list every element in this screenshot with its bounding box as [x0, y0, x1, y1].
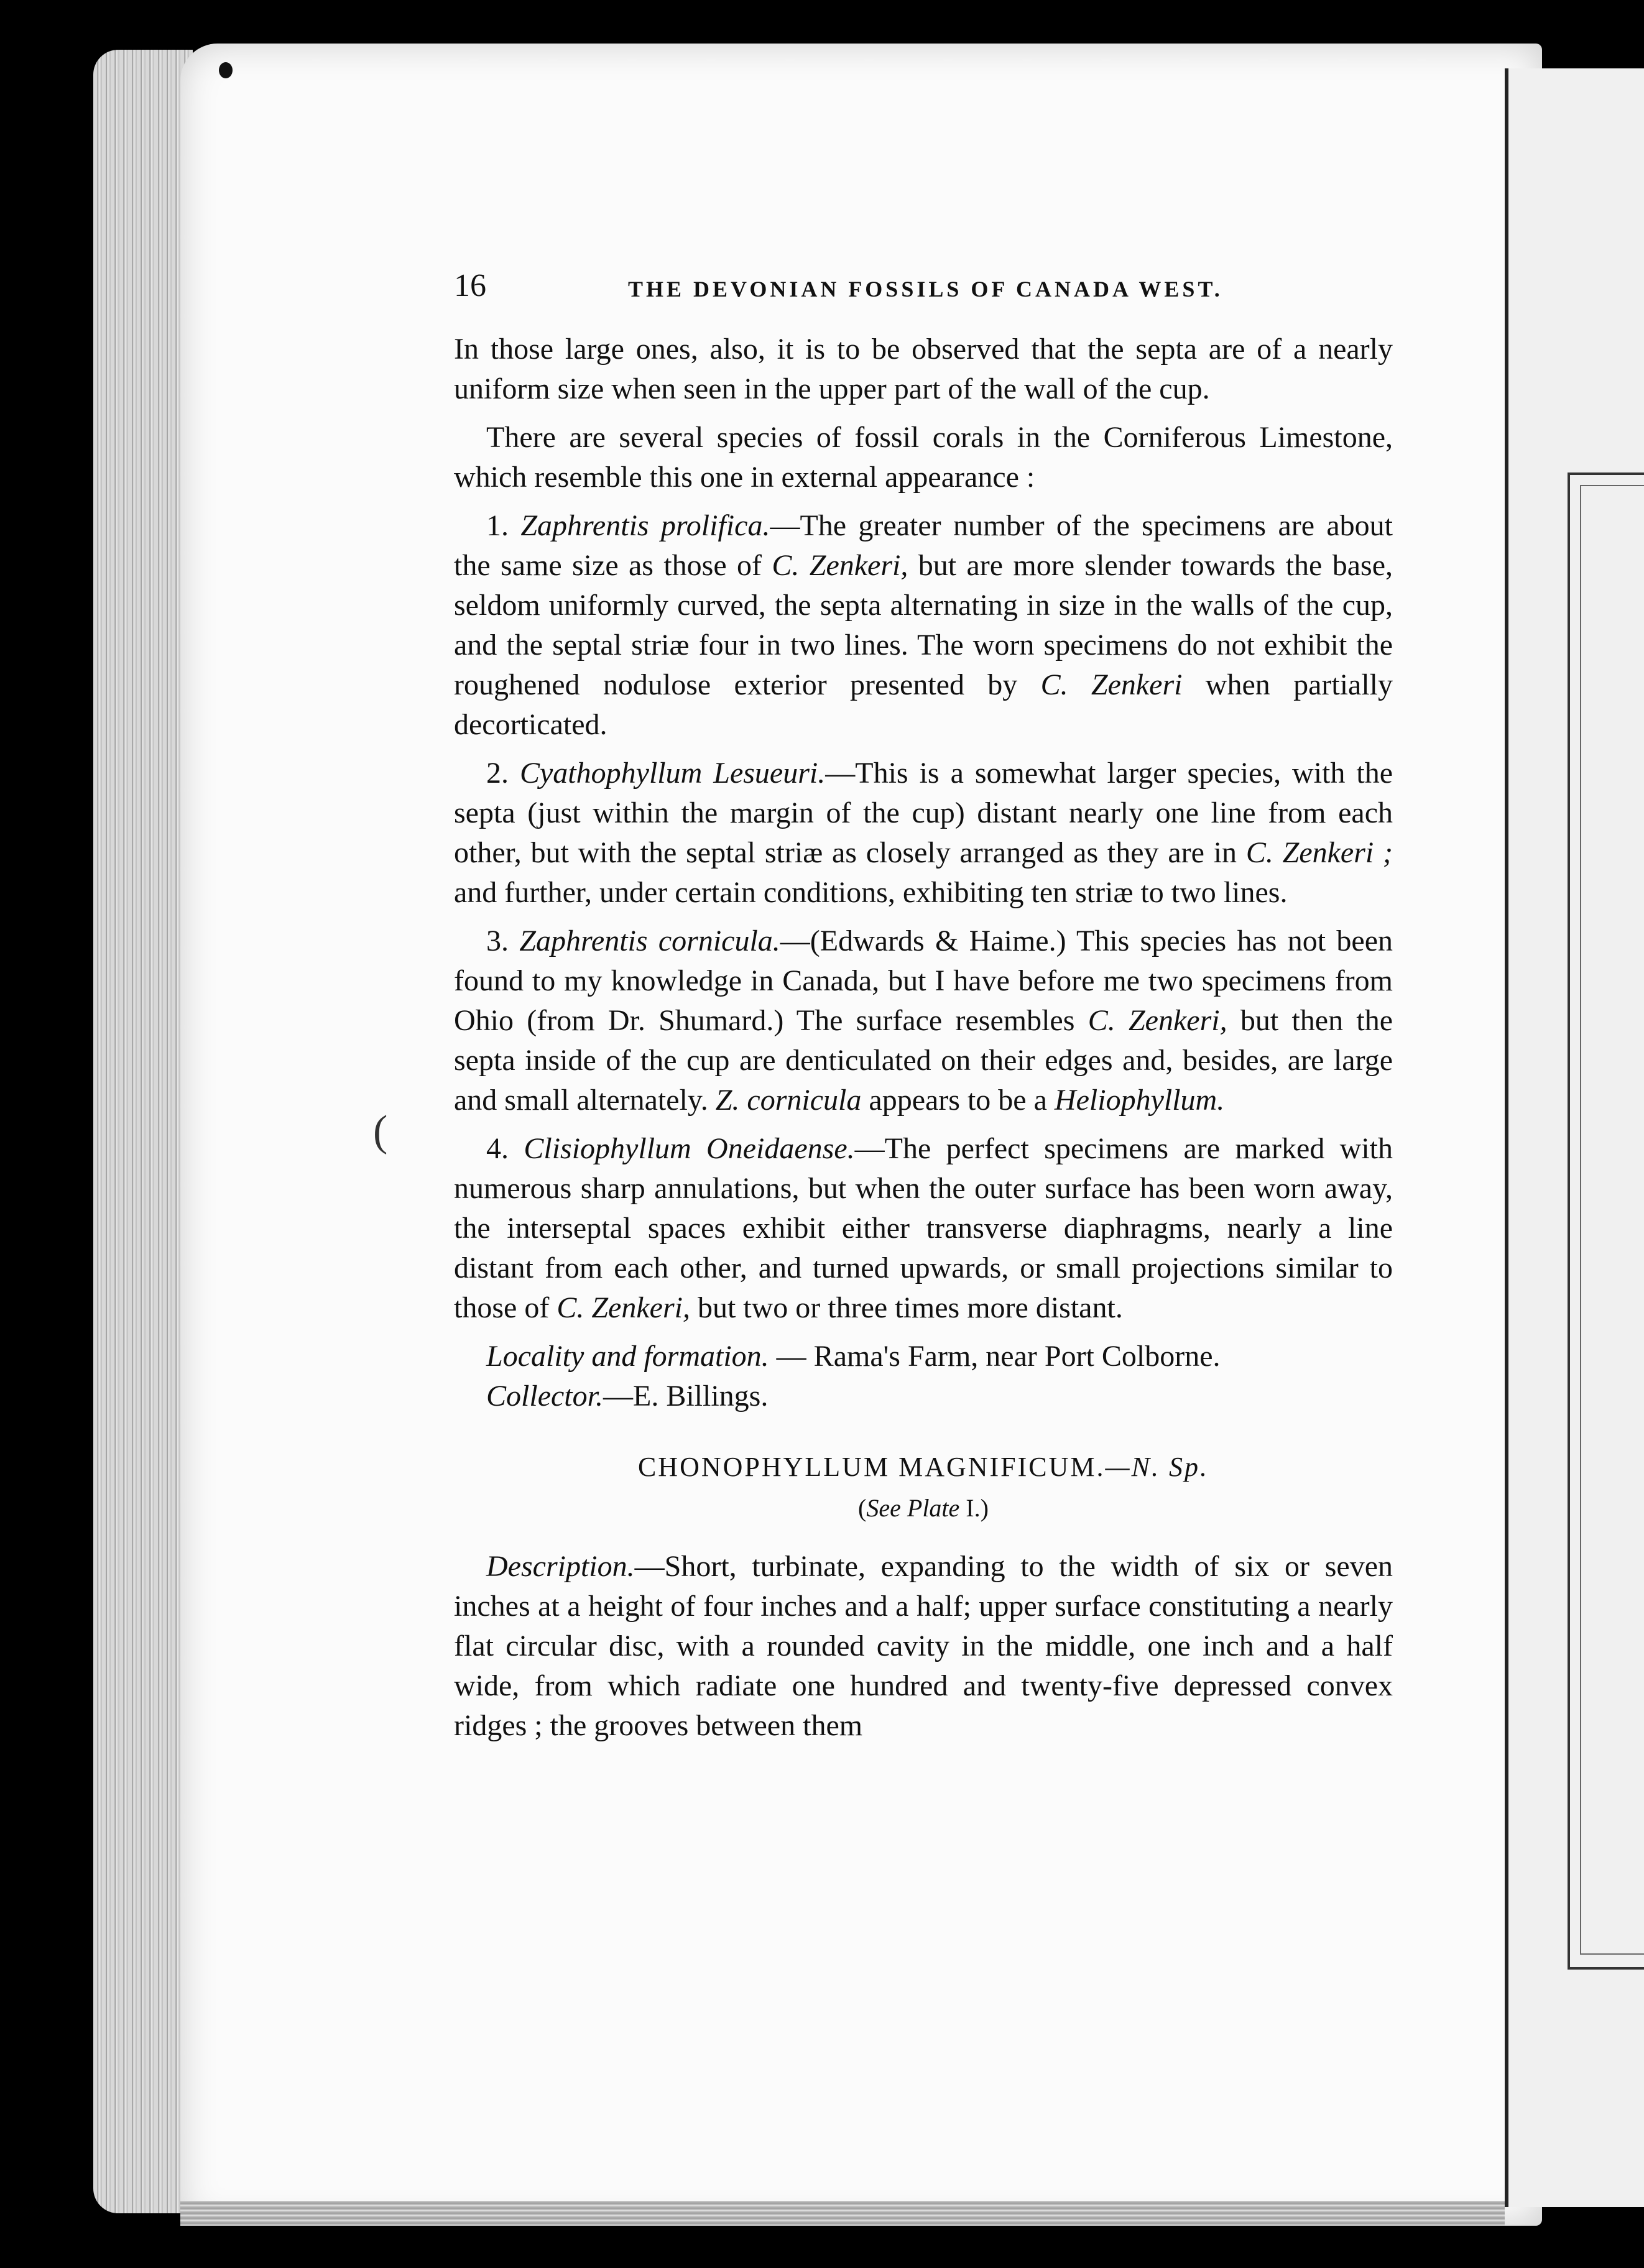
page-header — [454, 267, 1225, 311]
locality-text: — Rama's Farm, near Port Colborne. — [769, 1340, 1221, 1373]
paragraph-2-text: There are several species of fossil corals in the Corniferous Limestone, which resemble this one in external appearance : — [454, 421, 1393, 494]
plate-reference — [454, 1488, 1393, 1528]
plate-reference-open: ( — [858, 1494, 867, 1522]
item-4-text-2: but two or three times more distant. — [690, 1291, 1123, 1324]
collector-line — [454, 1376, 1393, 1416]
collector-label: Collector. — [486, 1380, 603, 1413]
item-3-text: —(Edwards & Haime.) This species has not been found to my knowledge in Canada, but I have before me two specimens from Ohio (from Dr. Shumard.) The surface resembles — [454, 924, 1393, 1037]
margin-mark: ( — [373, 1107, 388, 1155]
description-text: —Short, turbinate, expanding to the width of six or seven inches at a height of four inches and a half; upper surface constituting a nearly flat circular disc, with a rounded cavity in the middle, one inch and a half wide, from which radiate one hundred and twenty-five depressed convex ridges ; the grooves between them — [454, 1550, 1393, 1742]
item-4-ref: C. Zenkeri, — [556, 1291, 690, 1324]
species-item-1 — [454, 506, 1393, 745]
plate-reference-italic: See Plate — [866, 1494, 960, 1522]
item-1-ref-1: C. Zenkeri, — [772, 549, 908, 582]
item-2-text: —This is a somewhat larger species, with the septa (just within the margin of the cup) distant nearly one line from each other, but with the septal striæ as closely arranged as they are in — [454, 757, 1393, 869]
description-label: Description. — [486, 1550, 635, 1583]
item-2-ref: C. Zenkeri ; — [1245, 836, 1393, 869]
species-item-3 — [454, 921, 1393, 1120]
item-1-number: 1. — [486, 509, 509, 542]
section-title-text: CHONOPHYLLUM MAGNIFICUM. — [637, 1452, 1106, 1482]
item-3-ref-3: Heliophyllum. — [1054, 1084, 1225, 1117]
section-title-suffix: —N. Sp. — [1105, 1452, 1209, 1482]
species-item-4 — [454, 1129, 1393, 1328]
page-stack-edge — [93, 50, 193, 2213]
collector-text: —E. Billings. — [603, 1380, 769, 1413]
item-3-ref-2: Z. cornicula — [715, 1084, 862, 1117]
item-2-species-name: Cyathophyllum Lesueuri. — [519, 757, 826, 790]
plate-reference-close: I.) — [959, 1494, 989, 1522]
page-bottom-edge — [180, 2201, 1505, 2226]
section-title — [454, 1447, 1393, 1487]
species-item-2 — [454, 754, 1393, 913]
facing-page-edge — [1505, 68, 1644, 2207]
item-1-text-3: when partially decorticated. — [454, 668, 1393, 741]
paragraph-1-text: In those large ones, also, it is to be observed that the septa are of a nearly uniform size when seen in the upper part of the wall of the cup. — [454, 333, 1393, 405]
item-4-species-name: Clisiophyllum Oneidaense. — [524, 1132, 855, 1165]
item-3-species-name: Zaphrentis cornicula. — [519, 924, 780, 957]
item-1-species-name: Zaphrentis prolifica. — [520, 509, 770, 542]
item-1-ref-2: C. Zenkeri — [1040, 668, 1183, 701]
locality-label: Locality and formation. — [486, 1340, 769, 1373]
ink-spot — [219, 62, 233, 78]
paragraph-1 — [454, 330, 1393, 409]
item-1-text-2: but are more slender towards the base, seldom uniformly curved, the septa alternating in size in the walls of the cup, and the septal striæ four in two lines. The worn specimens do not exhibit the roughened nodulose exterior presented by — [454, 549, 1393, 701]
paragraph-2 — [454, 418, 1393, 497]
item-2-text-2: and further, under certain conditions, exhibiting ten striæ to two lines. — [454, 876, 1288, 909]
item-3-text-2: but then the septa inside of the cup are denticulated on their edges and, besides, are large and small alternately. — [454, 1004, 1393, 1117]
item-4-number: 4. — [486, 1132, 509, 1165]
item-1-text: —The greater number of the specimens are about the same size as those of — [454, 509, 1393, 582]
facing-page-plate-frame-inner — [1580, 485, 1644, 1955]
page-body — [454, 330, 1393, 1754]
item-2-number: 2. — [486, 757, 509, 790]
running-head: THE DEVONIAN FOSSILS OF CANADA WEST. — [628, 277, 1223, 302]
item-3-ref: C. Zenkeri, — [1088, 1004, 1227, 1037]
description-paragraph — [454, 1547, 1393, 1746]
item-3-number: 3. — [486, 924, 509, 957]
item-4-text: —The perfect specimens are marked with numerous sharp annulations, but when the outer surface has been worn away, the interseptal spaces exhibit either transverse diaphragms, nearly a line distant from each other, and turned upwards, or small projections similar to those of — [454, 1132, 1393, 1324]
item-3-text-3: appears to be a — [861, 1084, 1055, 1117]
locality-line — [454, 1337, 1393, 1376]
page-number: 16 — [454, 268, 486, 303]
